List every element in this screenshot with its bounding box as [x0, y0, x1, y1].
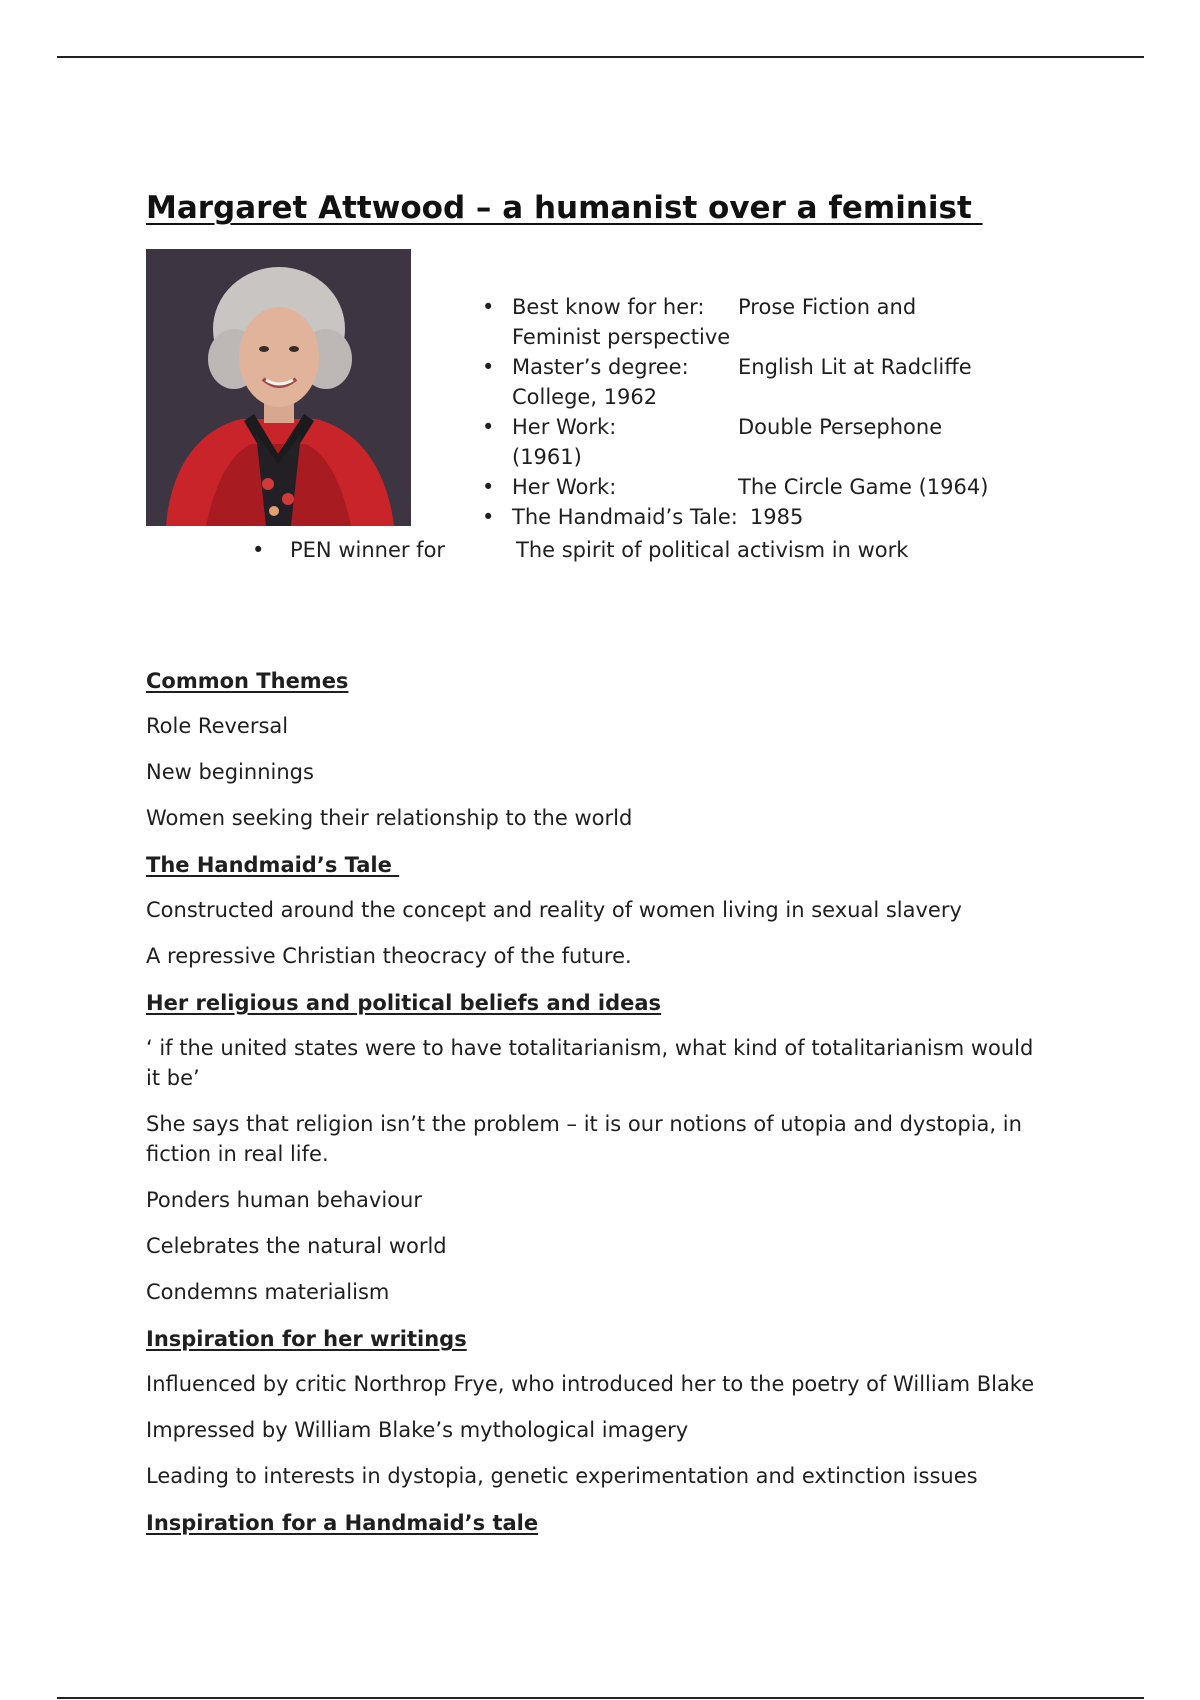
info-value: The Circle Game (1964): [738, 475, 989, 499]
bullet-icon: •: [482, 295, 495, 319]
document-body: [146, 665, 1046, 1553]
info-label: Her Work:: [512, 475, 617, 499]
paragraph: Constructed around the concept and reality of women living in sexual slavery: [146, 898, 962, 922]
bullet-icon: •: [482, 505, 495, 529]
paragraph: Celebrates the natural world: [146, 1234, 447, 1258]
bullet-icon: •: [482, 355, 495, 379]
top-rule: [57, 56, 1144, 58]
section-heading-inspiration-handmaids-tale: Inspiration for a Handmaid’s tale: [146, 1511, 539, 1535]
section-heading-common-themes: Common Themes: [146, 669, 349, 693]
paragraph: ‘ if the united states were to have totalitarianism, what kind of totalitarianism would it be’: [146, 1036, 1034, 1090]
info-value: English Lit at Radcliffe: [738, 355, 972, 379]
bottom-rule: [57, 1697, 1144, 1699]
pen-value: The spirit of political activism in work: [516, 538, 909, 562]
info-list: [482, 292, 1072, 532]
section-heading-inspiration-writings: Inspiration for her writings: [146, 1327, 467, 1351]
section-heading-handmaids-tale: The Handmaid’s Tale: [146, 853, 400, 877]
page-title: Margaret Attwood – a humanist over a feminist: [146, 190, 983, 226]
paragraph: Condemns materialism: [146, 1280, 390, 1304]
paragraph: A repressive Christian theocracy of the future.: [146, 944, 632, 968]
list-item: [482, 412, 1072, 472]
info-value: 1985: [749, 505, 804, 529]
portrait-illustration: [146, 249, 411, 526]
bullet-icon: •: [252, 538, 265, 562]
info-label: Master’s degree:: [512, 355, 689, 379]
list-item: [482, 472, 1072, 502]
bullet-icon: •: [482, 415, 495, 439]
pen-label: PEN winner for: [290, 538, 446, 562]
list-item: [482, 292, 1072, 352]
paragraph: She says that religion isn’t the problem – it is our notions of utopia and dystopia, in fiction in real life.: [146, 1112, 1022, 1166]
paragraph: Women seeking their relationship to the world: [146, 806, 633, 830]
list-item: [482, 502, 1072, 532]
info-continuation: (1961): [512, 445, 582, 469]
paragraph: Ponders human behaviour: [146, 1188, 422, 1212]
paragraph: Impressed by William Blake’s mythological imagery: [146, 1418, 689, 1442]
info-continuation: College, 1962: [512, 385, 658, 409]
portrait-photo: [146, 249, 411, 526]
paragraph: Role Reversal: [146, 714, 289, 738]
paragraph: Influenced by critic Northrop Frye, who introduced her to the poetry of William Blake: [146, 1372, 1035, 1396]
info-label: The Handmaid’s Tale:: [512, 505, 738, 529]
paragraph: Leading to interests in dystopia, genetic experimentation and extinction issues: [146, 1464, 978, 1488]
info-value: Prose Fiction and: [738, 295, 917, 319]
info-label: Best know for her:: [512, 295, 705, 319]
info-label: Her Work:: [512, 415, 617, 439]
list-item: [482, 352, 1072, 412]
info-continuation: Feminist perspective: [512, 325, 731, 349]
info-value: Double Persephone: [738, 415, 943, 439]
bullet-icon: •: [482, 475, 495, 499]
section-heading-beliefs: Her religious and political beliefs and ideas: [146, 991, 662, 1015]
paragraph: New beginnings: [146, 760, 314, 784]
